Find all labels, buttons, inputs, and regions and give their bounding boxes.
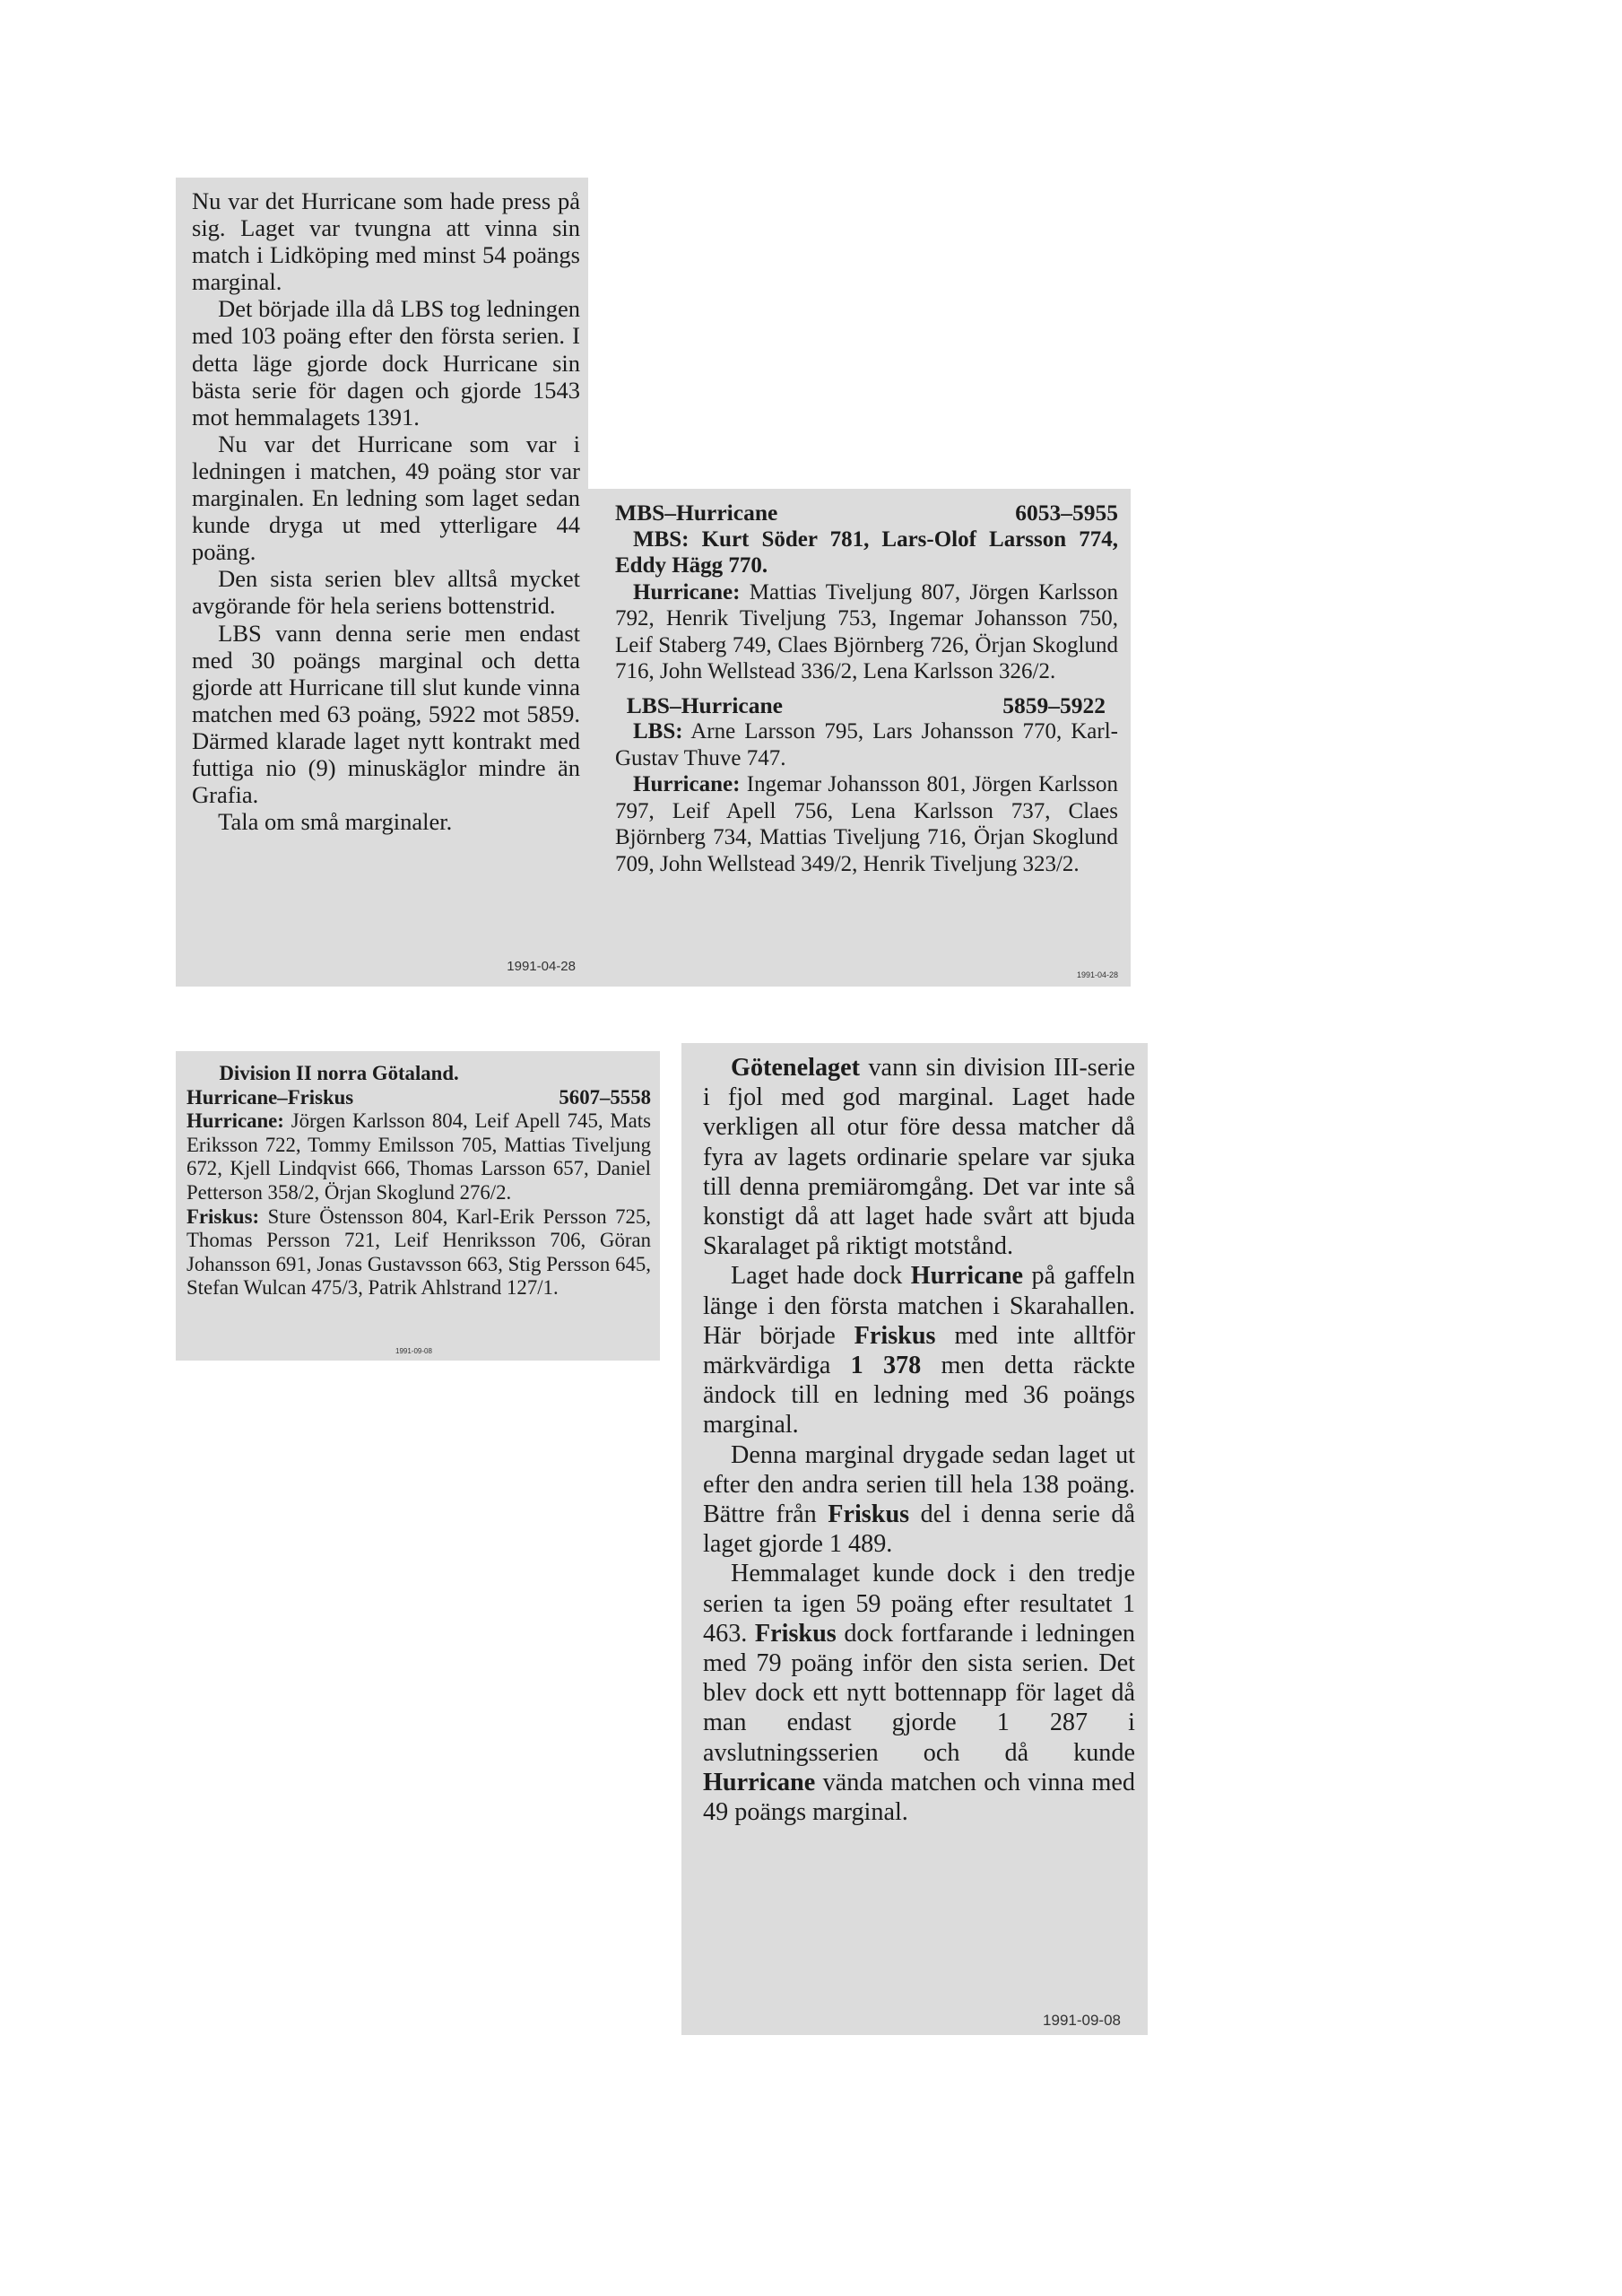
results-block-mbs bbox=[615, 500, 1118, 685]
match-header bbox=[615, 692, 1118, 719]
team-lineup bbox=[186, 1109, 651, 1205]
match-title: MBS–Hurricane bbox=[615, 500, 778, 526]
team-lineup bbox=[186, 1205, 651, 1300]
player-list: Jörgen Karlsson 804, Leif Apell 745, Mats Eriksson 722, Tommy Emilsson 705, Mattias Tiveljung 672, Kjell Lindqvist 666, Thomas Larsson 657, Daniel Petterson 358/2, Örjan Skoglund 276/2. bbox=[186, 1109, 651, 1204]
paragraph: Nu var det Hurricane som hade press på sig. Laget var tvungna att vinna sin match i Lidköping med minst 54 poängs marginal. bbox=[192, 187, 580, 296]
paragraph: Den sista serien blev alltså mycket avgörande för hela seriens bottenstrid. bbox=[192, 565, 580, 620]
clipping-date: 1991-09-08 bbox=[1043, 2012, 1121, 2029]
paragraph: Tala om små marginaler. bbox=[218, 808, 453, 836]
team-lineup bbox=[615, 579, 1118, 685]
clipping-article-lbs-hurricane bbox=[176, 178, 588, 987]
paragraph: Nu var det Hurricane som var i ledningen i matchen, 49 poäng stor var marginalen. En ledning som laget sedan kunde dryga ut med ytterligare 44 poäng. bbox=[192, 430, 580, 566]
team-lineup bbox=[615, 526, 1118, 579]
team-name: Hurricane: bbox=[633, 579, 741, 604]
article-text-column bbox=[703, 1053, 1135, 1827]
player-list: Sture Östensson 804, Karl-Erik Persson 725, Thomas Persson 721, Leif Henriksson 706, Göran Johansson 691, Jonas Gustavsson 663, Stig Persson 645, Stefan Wulcan 475/3, Patrik Ahlstrand 127/1. bbox=[186, 1205, 651, 1300]
match-score: 5859–5922 bbox=[1002, 691, 1106, 718]
team-name: Hurricane: bbox=[186, 1109, 284, 1133]
team-name: MBS: bbox=[633, 526, 690, 552]
match-score: 5607–5558 bbox=[559, 1085, 651, 1109]
clipping-date: 1991-09-08 bbox=[395, 1347, 432, 1355]
paragraph: Hemmalaget kunde dock i den tredje serien ta igen 59 poäng efter resultatet 1 463. Friskus dock fortfarande i ledningen med 79 poäng inför den sista serien. Det blev dock ett nytt bottennapp för laget då man endast gjorde 1 287 i avslutningsserien och då kunde Hurricane vända matchen och vinna med 49 poängs marginal. bbox=[703, 1560, 1135, 1827]
match-title: Hurricane–Friskus bbox=[186, 1085, 354, 1109]
paragraph: Götenelaget vann sin division III-serie i fjol med god marginal. Laget hade verkligen all otur före dessa matcher då fyra av lagets ordinarie spelare var sjuka till denna premiäromgång. Det var inte så konstigt då att laget hade svårt att bjuda Skaralaget på riktigt motstånd. bbox=[703, 1054, 1135, 1261]
match-header bbox=[186, 1086, 651, 1110]
paragraph: Denna marginal drygade sedan laget ut efter den andra serien till hela 138 poäng. Bättre från Friskus del i denna serie då laget gjorde 1 489. bbox=[703, 1440, 1135, 1559]
lead-word: Götenelaget bbox=[731, 1054, 861, 1082]
clipping-date: 1991-04-28 bbox=[1076, 970, 1118, 979]
clipping-date: 1991-04-28 bbox=[507, 959, 576, 974]
article-text-column bbox=[192, 187, 580, 835]
paragraph: Laget hade dock Hurricane på gaffeln länge i den första matchen i Skarahallen. Här började Friskus med inte alltför märkvärdiga 1 378 men detta räckte ändock till en ledning med 36 poängs marginal. bbox=[703, 1262, 1135, 1439]
team-lineup bbox=[615, 771, 1118, 877]
player-list: Kurt Söder 781, Lars-Olof Larsson 774, Eddy Hägg 770. bbox=[615, 526, 1119, 578]
match-score: 6053–5955 bbox=[1015, 500, 1118, 526]
paragraph: LBS vann denna serie men endast med 30 poängs marginal och detta gjorde att Hurricane till slut kunde vinna matchen med 63 poäng, 5922 mot 5859. Därmed klarade laget nytt kontrakt med futtiga nio (9) minuskäglor mindre än Grafia. bbox=[192, 619, 580, 809]
paragraph: Det började illa då LBS tog ledningen med 103 poäng efter den första serien. I detta läge gjorde dock Hurricane sin bästa serie för dagen och gjorde 1543 mot hemmalagets 1391. bbox=[192, 295, 580, 430]
team-name: Hurricane: bbox=[633, 772, 741, 796]
match-header bbox=[615, 500, 1118, 526]
clipping-article-gotene bbox=[681, 1043, 1148, 2035]
results-block-lbs bbox=[615, 692, 1118, 878]
team-name: Friskus: bbox=[186, 1205, 260, 1228]
clipping-results-box bbox=[588, 489, 1131, 987]
clipping-division-results bbox=[176, 1051, 660, 1361]
player-list: Arne Larsson 795, Lars Johansson 770, Karl-Gustav Thuve 747. bbox=[615, 719, 1119, 770]
team-name: LBS: bbox=[633, 719, 683, 744]
results-block-friskus bbox=[186, 1062, 651, 1300]
match-title: LBS–Hurricane bbox=[626, 691, 784, 718]
player-list: Mattias Tiveljung 807, Jörgen Karlsson 792, Henrik Tiveljung 753, Ingemar Johansson 750, Leif Staberg 749, Claes Björnberg 726, Örjan Skoglund 716, John Wellstead 336/2, Lena Karlsson 326/2. bbox=[615, 579, 1118, 683]
team-lineup bbox=[615, 718, 1118, 771]
player-list: Ingemar Johansson 801, Jörgen Karlsson 797, Leif Apell 756, Lena Karlsson 737, Claes Björnberg 734, Mattias Tiveljung 716, Örjan Skoglund 709, John Wellstead 349/2, Henrik Tiveljung 323/2. bbox=[615, 772, 1119, 876]
division-heading: Division II norra Götaland. bbox=[219, 1062, 459, 1084]
